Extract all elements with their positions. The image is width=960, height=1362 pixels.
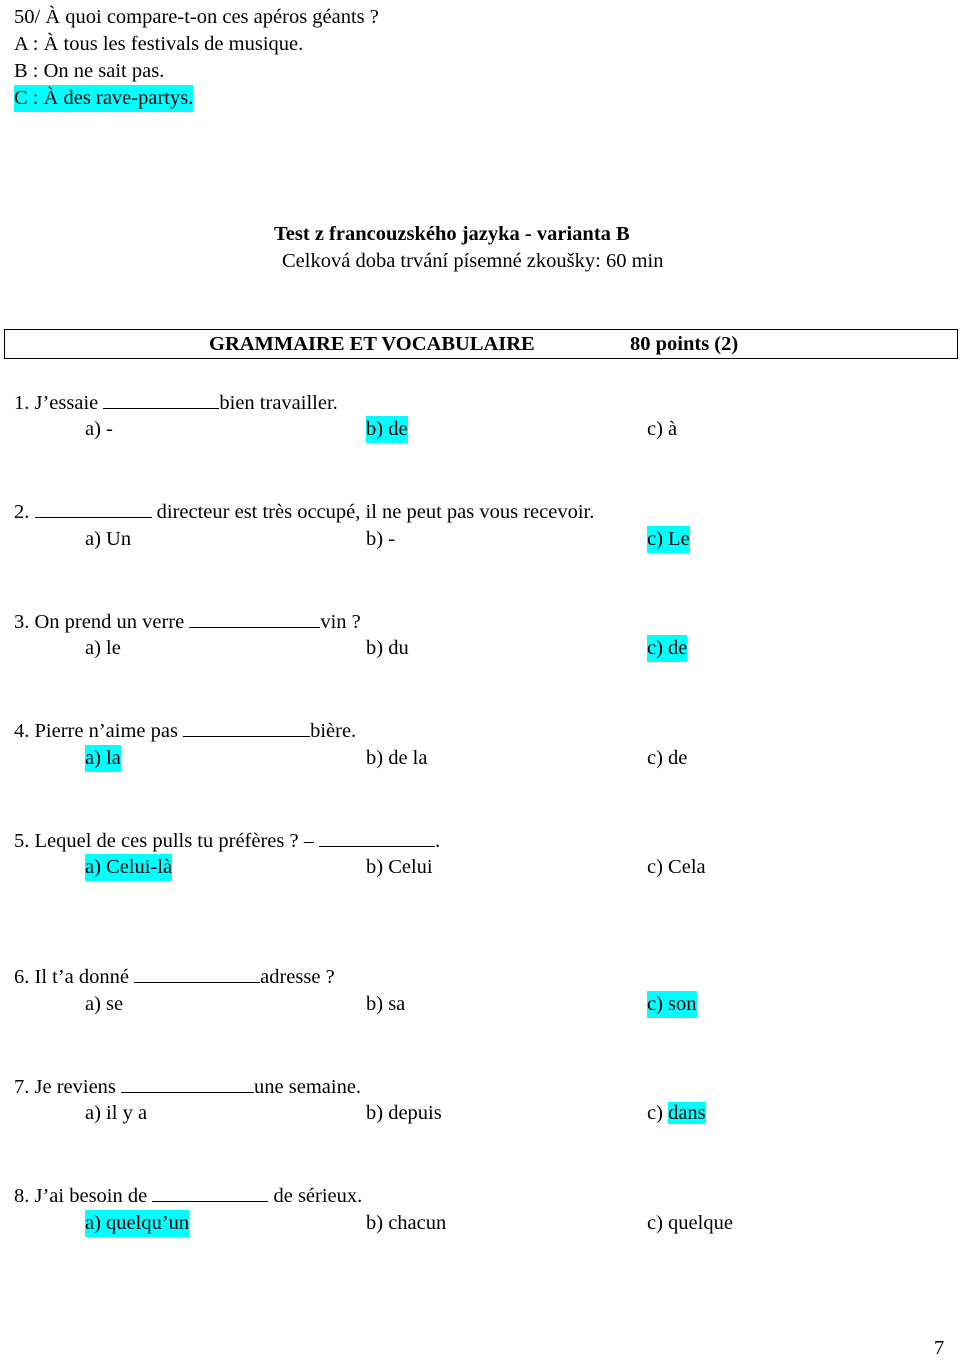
question-5-option-b: b) Celui (366, 856, 433, 878)
question-2-text-after: directeur est très occupé, il ne peut pas vous recevoir. (151, 501, 595, 523)
page-number: 7 (934, 1337, 945, 1359)
question-8 (14, 1182, 362, 1210)
question-8-option-b: b) chacun (366, 1212, 447, 1234)
question-4-text-after: bière. (310, 720, 357, 742)
question-1-option-b-correct: b) de (366, 416, 408, 443)
question-7-text-after: une semaine. (254, 1076, 362, 1098)
question-8-option-c: c) quelque (647, 1212, 733, 1234)
question-8-option-a-correct: a) quelqu’un (85, 1210, 189, 1237)
question-2-blank (35, 498, 152, 518)
question-3 (14, 608, 361, 636)
section-title: GRAMMAIRE ET VOCABULAIRE (209, 333, 535, 355)
question-3-option-b: b) du (366, 637, 409, 659)
question-3-option-c-correct: c) de (647, 635, 687, 662)
question-7-correct-word: dans (668, 1102, 706, 1124)
question-4-option-c: c) de (647, 747, 688, 769)
prev-option-a: A : À tous les festivals de musique. (14, 33, 304, 55)
question-3-option-a: a) le (85, 637, 121, 659)
question-2-option-b: b) - (366, 528, 396, 550)
question-1-option-a: a) - (85, 418, 113, 440)
question-7-blank (121, 1073, 254, 1093)
question-1-option-c: c) à (647, 418, 678, 440)
question-4-text-before: 4. Pierre n’aime pas (14, 720, 184, 742)
question-4-option-b: b) de la (366, 747, 428, 769)
question-1-text-after: bien travailler. (219, 392, 338, 414)
question-8-text-after: de sérieux. (268, 1185, 363, 1207)
question-8-blank (152, 1182, 268, 1202)
question-2-option-c-correct: c) Le (647, 526, 690, 553)
test-title: Test z francouzského jazyka - varianta B (274, 223, 630, 245)
question-8-text-before: 8. J’ai besoin de (14, 1185, 153, 1207)
question-6-blank (134, 963, 260, 983)
question-7-text-before: 7. Je reviens (14, 1076, 122, 1098)
question-6-option-a: a) se (85, 993, 124, 1015)
question-7-option-a: a) il y a (85, 1102, 148, 1124)
section-header-box (4, 329, 958, 359)
question-4-blank (183, 717, 310, 737)
question-1-blank (103, 389, 219, 409)
prev-question-text: 50/ À quoi compare-t-on ces apéros géants ? (14, 6, 379, 28)
question-5-option-c: c) Cela (647, 856, 706, 878)
prev-option-b: B : On ne sait pas. (14, 60, 165, 82)
section-points: 80 points (2) (630, 333, 739, 355)
question-5-blank (319, 827, 435, 847)
question-6-option-b: b) sa (366, 993, 406, 1015)
question-5 (14, 827, 440, 855)
test-subtitle: Celková doba trvání písemné zkoušky: 60 min (282, 250, 664, 272)
question-1 (14, 389, 338, 417)
question-6-text-before: 6. Il t’a donné (14, 966, 135, 988)
question-5-text-after: . (435, 830, 441, 852)
question-5-option-a-correct: a) Celui-là (85, 854, 172, 881)
question-2 (14, 498, 594, 526)
question-7-option-c-correct (647, 1100, 706, 1127)
question-3-text-after: vin ? (320, 611, 361, 633)
question-1-text-before: 1. J’essaie (14, 392, 104, 414)
question-7-option-b: b) depuis (366, 1102, 442, 1124)
question-6-option-c-correct: c) son (647, 991, 697, 1018)
question-7 (14, 1073, 361, 1101)
question-2-text-before: 2. (14, 501, 35, 523)
question-4-option-a-correct: a) la (85, 745, 121, 772)
question-5-text-before: 5. Lequel de ces pulls tu préfères ? – (14, 830, 320, 852)
question-6 (14, 963, 335, 991)
question-3-blank (189, 608, 320, 628)
question-7-option-c-text: c) dans (647, 1102, 706, 1124)
question-6-text-after: adresse ? (260, 966, 335, 988)
question-3-text-before: 3. On prend un verre (14, 611, 190, 633)
prev-option-c-correct: C : À des rave-partys. (14, 85, 193, 112)
question-2-option-a: a) Un (85, 528, 132, 550)
question-4 (14, 717, 356, 745)
